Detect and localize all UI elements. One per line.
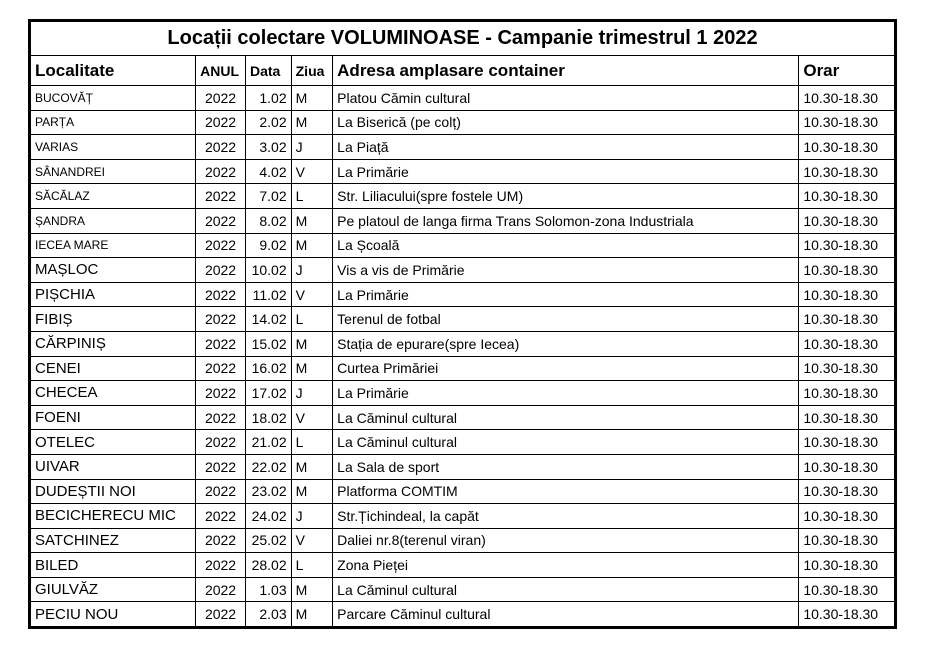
table-row [30, 479, 896, 504]
table-row [30, 356, 896, 381]
table-row [30, 233, 896, 258]
cell-orar: 10.30-18.30 [799, 135, 896, 160]
table-row [30, 528, 896, 553]
cell-ziua: L [291, 430, 333, 455]
cell-data: 25.02 [245, 528, 291, 553]
table-row [30, 307, 896, 332]
cell-data: 1.03 [245, 577, 291, 602]
table-row [30, 135, 896, 160]
column-header-orar: Orar [799, 56, 896, 86]
cell-orar: 10.30-18.30 [799, 356, 896, 381]
cell-anul: 2022 [196, 528, 246, 553]
cell-ziua: M [291, 602, 333, 628]
cell-localitate: FIBIȘ [30, 307, 196, 332]
table-row [30, 110, 896, 135]
cell-orar: 10.30-18.30 [799, 553, 896, 578]
table-title: Locații colectare VOLUMINOASE - Campanie trimestrul 1 2022 [30, 21, 896, 56]
cell-adresa: La Primărie [333, 159, 799, 184]
cell-orar: 10.30-18.30 [799, 331, 896, 356]
cell-ziua: V [291, 282, 333, 307]
table-row [30, 159, 896, 184]
cell-localitate: UIVAR [30, 454, 196, 479]
cell-data: 1.02 [245, 86, 291, 111]
cell-orar: 10.30-18.30 [799, 479, 896, 504]
cell-anul: 2022 [196, 479, 246, 504]
cell-data: 21.02 [245, 430, 291, 455]
cell-adresa: Terenul de fotbal [333, 307, 799, 332]
cell-data: 8.02 [245, 208, 291, 233]
table-row [30, 282, 896, 307]
cell-ziua: V [291, 405, 333, 430]
cell-adresa: La Biserică (pe colț) [333, 110, 799, 135]
cell-localitate: IECEA MARE [30, 233, 196, 258]
cell-ziua: M [291, 233, 333, 258]
cell-adresa: Str. Liliacului(spre fostele UM) [333, 184, 799, 209]
cell-localitate: PIȘCHIA [30, 282, 196, 307]
cell-data: 17.02 [245, 381, 291, 406]
cell-localitate: SĂCĂLAZ [30, 184, 196, 209]
column-header-localitate: Localitate [30, 56, 196, 86]
cell-ziua: L [291, 184, 333, 209]
table-body [30, 86, 896, 628]
cell-orar: 10.30-18.30 [799, 184, 896, 209]
cell-localitate: CENEI [30, 356, 196, 381]
cell-ziua: M [291, 577, 333, 602]
cell-adresa: La Căminul cultural [333, 577, 799, 602]
cell-localitate: PECIU NOU [30, 602, 196, 628]
cell-localitate: FOENI [30, 405, 196, 430]
cell-data: 22.02 [245, 454, 291, 479]
cell-anul: 2022 [196, 110, 246, 135]
cell-orar: 10.30-18.30 [799, 430, 896, 455]
cell-localitate: BECICHERECU MIC [30, 504, 196, 529]
cell-localitate: SÂNANDREI [30, 159, 196, 184]
cell-adresa: Str.Țichindeal, la capăt [333, 504, 799, 529]
cell-ziua: M [291, 208, 333, 233]
cell-data: 14.02 [245, 307, 291, 332]
cell-adresa: La Căminul cultural [333, 405, 799, 430]
cell-ziua: J [291, 381, 333, 406]
cell-data: 16.02 [245, 356, 291, 381]
table-row [30, 504, 896, 529]
cell-ziua: L [291, 307, 333, 332]
table-row [30, 86, 896, 111]
cell-orar: 10.30-18.30 [799, 602, 896, 628]
cell-anul: 2022 [196, 356, 246, 381]
table-row [30, 258, 896, 283]
cell-anul: 2022 [196, 405, 246, 430]
cell-orar: 10.30-18.30 [799, 159, 896, 184]
cell-orar: 10.30-18.30 [799, 405, 896, 430]
cell-anul: 2022 [196, 258, 246, 283]
cell-localitate: MAȘLOC [30, 258, 196, 283]
cell-ziua: V [291, 159, 333, 184]
cell-anul: 2022 [196, 184, 246, 209]
cell-data: 2.02 [245, 110, 291, 135]
cell-orar: 10.30-18.30 [799, 528, 896, 553]
header-row [30, 56, 896, 86]
cell-orar: 10.30-18.30 [799, 233, 896, 258]
cell-anul: 2022 [196, 331, 246, 356]
cell-anul: 2022 [196, 454, 246, 479]
cell-adresa: La Sala de sport [333, 454, 799, 479]
table-row [30, 381, 896, 406]
cell-anul: 2022 [196, 135, 246, 160]
cell-data: 2.03 [245, 602, 291, 628]
cell-ziua: V [291, 528, 333, 553]
cell-adresa: Stația de epurare(spre Iecea) [333, 331, 799, 356]
cell-anul: 2022 [196, 602, 246, 628]
column-header-ziua: Ziua [291, 56, 333, 86]
cell-anul: 2022 [196, 504, 246, 529]
cell-ziua: M [291, 110, 333, 135]
cell-orar: 10.30-18.30 [799, 504, 896, 529]
cell-orar: 10.30-18.30 [799, 454, 896, 479]
cell-data: 10.02 [245, 258, 291, 283]
cell-orar: 10.30-18.30 [799, 258, 896, 283]
cell-localitate: BILED [30, 553, 196, 578]
cell-data: 4.02 [245, 159, 291, 184]
cell-data: 18.02 [245, 405, 291, 430]
cell-anul: 2022 [196, 86, 246, 111]
title-row [30, 21, 896, 56]
table-row [30, 602, 896, 628]
table-row [30, 553, 896, 578]
table-row [30, 331, 896, 356]
cell-ziua: M [291, 86, 333, 111]
cell-anul: 2022 [196, 430, 246, 455]
cell-orar: 10.30-18.30 [799, 110, 896, 135]
cell-data: 15.02 [245, 331, 291, 356]
cell-anul: 2022 [196, 307, 246, 332]
cell-orar: 10.30-18.30 [799, 282, 896, 307]
column-header-adresa: Adresa amplasare container [333, 56, 799, 86]
table-row [30, 405, 896, 430]
cell-ziua: M [291, 356, 333, 381]
cell-orar: 10.30-18.30 [799, 381, 896, 406]
cell-orar: 10.30-18.30 [799, 86, 896, 111]
cell-ziua: L [291, 553, 333, 578]
cell-adresa: La Piață [333, 135, 799, 160]
cell-data: 23.02 [245, 479, 291, 504]
cell-anul: 2022 [196, 553, 246, 578]
cell-anul: 2022 [196, 159, 246, 184]
cell-ziua: M [291, 479, 333, 504]
table-row [30, 454, 896, 479]
cell-orar: 10.30-18.30 [799, 208, 896, 233]
cell-data: 9.02 [245, 233, 291, 258]
cell-localitate: GIULVĂZ [30, 577, 196, 602]
cell-orar: 10.30-18.30 [799, 577, 896, 602]
cell-data: 3.02 [245, 135, 291, 160]
cell-adresa: La Primărie [333, 381, 799, 406]
cell-localitate: SATCHINEZ [30, 528, 196, 553]
cell-adresa: Daliei nr.8(terenul viran) [333, 528, 799, 553]
table-row [30, 577, 896, 602]
table-row [30, 184, 896, 209]
cell-data: 24.02 [245, 504, 291, 529]
cell-data: 28.02 [245, 553, 291, 578]
cell-ziua: M [291, 454, 333, 479]
cell-adresa: Platforma COMTIM [333, 479, 799, 504]
cell-orar: 10.30-18.30 [799, 307, 896, 332]
cell-adresa: La Primărie [333, 282, 799, 307]
cell-adresa: Curtea Primăriei [333, 356, 799, 381]
cell-ziua: J [291, 135, 333, 160]
cell-ziua: J [291, 258, 333, 283]
cell-ziua: J [291, 504, 333, 529]
cell-adresa: Vis a vis de Primărie [333, 258, 799, 283]
cell-anul: 2022 [196, 577, 246, 602]
cell-anul: 2022 [196, 208, 246, 233]
cell-data: 11.02 [245, 282, 291, 307]
cell-localitate: VARIAS [30, 135, 196, 160]
cell-localitate: PARȚA [30, 110, 196, 135]
cell-localitate: BUCOVĂȚ [30, 86, 196, 111]
cell-data: 7.02 [245, 184, 291, 209]
cell-anul: 2022 [196, 381, 246, 406]
cell-anul: 2022 [196, 282, 246, 307]
cell-adresa: Platou Cămin cultural [333, 86, 799, 111]
table-row [30, 208, 896, 233]
cell-adresa: Zona Pieței [333, 553, 799, 578]
cell-localitate: OTELEC [30, 430, 196, 455]
cell-adresa: La Căminul cultural [333, 430, 799, 455]
collection-schedule-table [28, 19, 897, 629]
cell-adresa: Parcare Căminul cultural [333, 602, 799, 628]
cell-localitate: CĂRPINIȘ [30, 331, 196, 356]
cell-ziua: M [291, 331, 333, 356]
cell-localitate: DUDEȘTII NOI [30, 479, 196, 504]
cell-localitate: ȘANDRA [30, 208, 196, 233]
cell-localitate: CHECEA [30, 381, 196, 406]
cell-anul: 2022 [196, 233, 246, 258]
cell-adresa: La Școală [333, 233, 799, 258]
column-header-anul: ANUL [196, 56, 246, 86]
table-row [30, 430, 896, 455]
column-header-data: Data [245, 56, 291, 86]
cell-adresa: Pe platoul de langa firma Trans Solomon-zona Industriala [333, 208, 799, 233]
